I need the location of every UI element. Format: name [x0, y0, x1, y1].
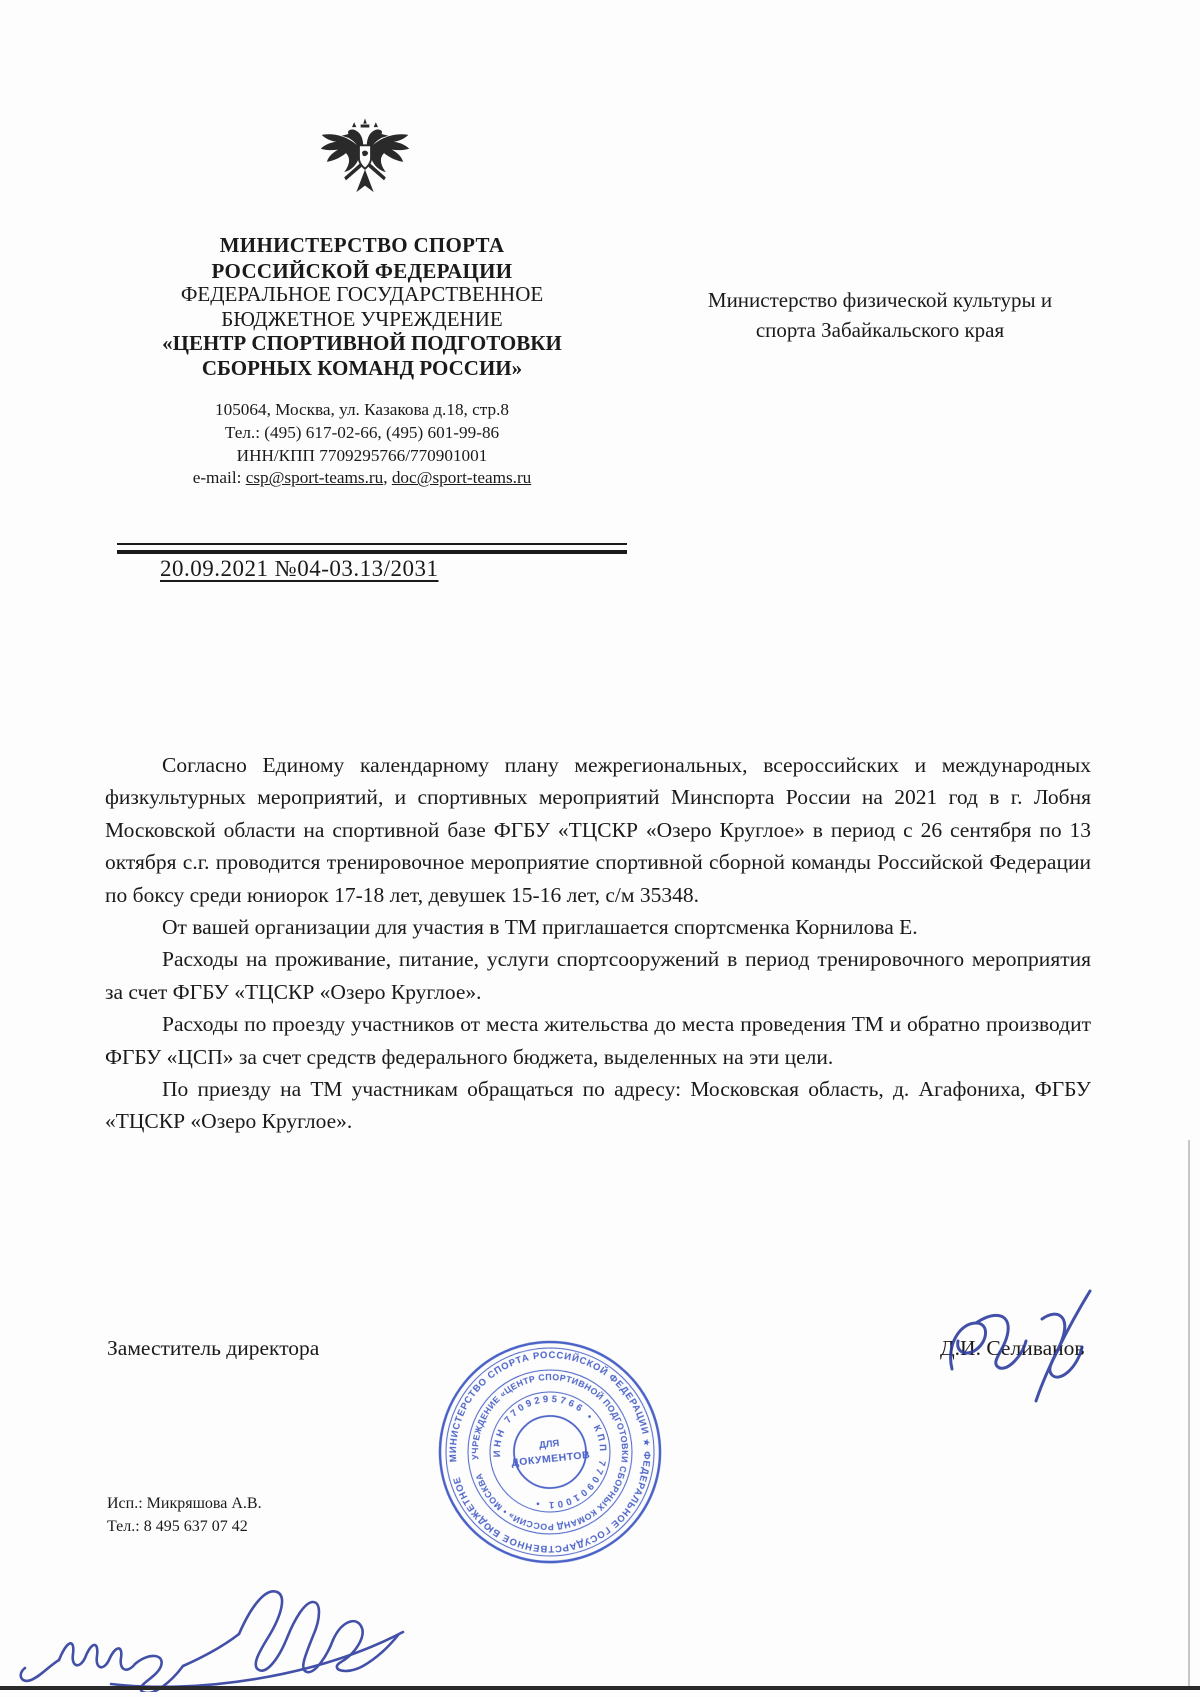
svg-text:ИНН 7709295766 • КПП 770901001	[486, 1388, 614, 1516]
recipient-line2: спорта Забайкальского края	[755, 318, 1005, 342]
stamp-center-line1: ДЛЯ	[538, 1438, 560, 1452]
recipient-block	[640, 285, 1120, 345]
executor-phone: Тел.: 8 495 637 07 42	[107, 1518, 248, 1535]
contacts-block	[97, 399, 627, 490]
executor-block	[107, 1492, 262, 1538]
stamp-center-line2: ДОКУМЕНТОВ	[510, 1448, 591, 1470]
executor-name: Исп.: Микряшова А.В.	[107, 1495, 262, 1512]
email-link-csp[interactable]: csp@sport-teams.ru	[245, 468, 384, 488]
paragraph-3: Расходы на проживание, питание, услуги спортсооружений в период тренировочного мероприятия за счет ФГБУ «ТЦСКР «Озеро Круглое».	[105, 947, 1091, 1004]
paragraph-2: От вашей организации для участия в ТМ приглашается спортсменка Корнилова Е.	[162, 915, 918, 940]
email-line	[97, 467, 627, 490]
scan-edge-vertical	[1188, 1140, 1190, 1688]
handwritten-signature-ink	[15, 1572, 415, 1692]
phone-line: Тел.: (495) 617-02-66, (495) 601-99-86	[224, 422, 500, 442]
header-divider	[117, 543, 627, 554]
coat-of-arms-icon	[313, 110, 417, 210]
stamp-ring1-text: МИНИСТЕРСТВО СПОРТА РОССИЙСКОЙ ФЕДЕРАЦИИ ★ ФЕДЕРАЛЬНОЕ ГОСУДАРСТВЕННОЕ БЮДЖЕТНОЕ	[447, 1349, 653, 1555]
letter-body	[105, 749, 1091, 1138]
stamp-outer-circle	[429, 1331, 671, 1573]
org-line4: СБОРНЫХ КОМАНД РОССИИ»	[201, 355, 523, 380]
postal-address: 105064, Москва, ул. Казакова д.18, стр.8	[215, 400, 509, 419]
ministry-line2: РОССИЙСКОЙ ФЕДЕРАЦИИ	[211, 259, 513, 283]
signer-name: Д.И. Селиванов	[940, 1336, 1085, 1360]
doc-date-number: 20.09.2021 №04-03.13/2031	[160, 556, 439, 581]
paragraph-4: Расходы по проезду участников от места жительства до места проведения ТМ и обратно производит ФГБУ «ЦСП» за счет средств федерального бюджета, выделенных на эти цели.	[105, 1012, 1091, 1069]
stamp-ring3-text: ИНН 7709295766 • КПП 770901001 •	[491, 1393, 609, 1511]
paragraph-1: Согласно Единому календарному плану межрегиональных, всероссийских и международных физкультурных мероприятий, и спортивных мероприятий Минспорта России на 2021 год в г. Лобня Московской области на спортивной базе ФГБУ «ТЦСКР «Озеро Круглое» в период с 26 сентября по 13 октября с.г. проводится тренировочное мероприятие спортивной сборной команды Российской Федерации по боксу среди юниорок 17-18 лет, девушек 15-16 лет, с/м 35348.	[105, 753, 1091, 907]
official-stamp	[424, 1326, 677, 1579]
email-separator: ,	[383, 468, 392, 488]
org-line3: «ЦЕНТР СПОРТИВНОЙ ПОДГОТОВКИ	[162, 331, 562, 355]
org-line2: БЮДЖЕТНОЕ УЧРЕЖДЕНИЕ	[221, 306, 503, 331]
recipient-line1: Министерство физической культуры и	[707, 288, 1053, 312]
email-link-doc[interactable]: doc@sport-teams.ru	[391, 468, 532, 488]
signer-position: Заместитель директора	[107, 1336, 320, 1360]
inn-kpp-line: ИНН/КПП 7709295766/770901001	[236, 445, 488, 465]
director-signature-ink	[930, 1283, 1150, 1418]
org-line1: ФЕДЕРАЛЬНОЕ ГОСУДАРСТВЕННОЕ	[180, 282, 544, 306]
ministry-name	[167, 232, 557, 284]
scan-edge-bottom	[0, 1686, 1200, 1690]
ministry-line1: МИНИСТЕРСТВО СПОРТА	[219, 233, 505, 257]
organization-name	[97, 282, 627, 380]
paragraph-5: По приезду на ТМ участникам обращаться по адресу: Московская область, д. Агафониха, ФГБУ «ТЦСКР «Озеро Круглое».	[105, 1077, 1091, 1134]
stamp-ring2-text: УЧРЕЖДЕНИЕ «ЦЕНТР СПОРТИВНОЙ ПОДГОТОВКИ СБОРНЫХ КОМАНД РОССИИ» • МОСКВА	[469, 1371, 631, 1533]
email-label: e-mail:	[192, 468, 246, 488]
